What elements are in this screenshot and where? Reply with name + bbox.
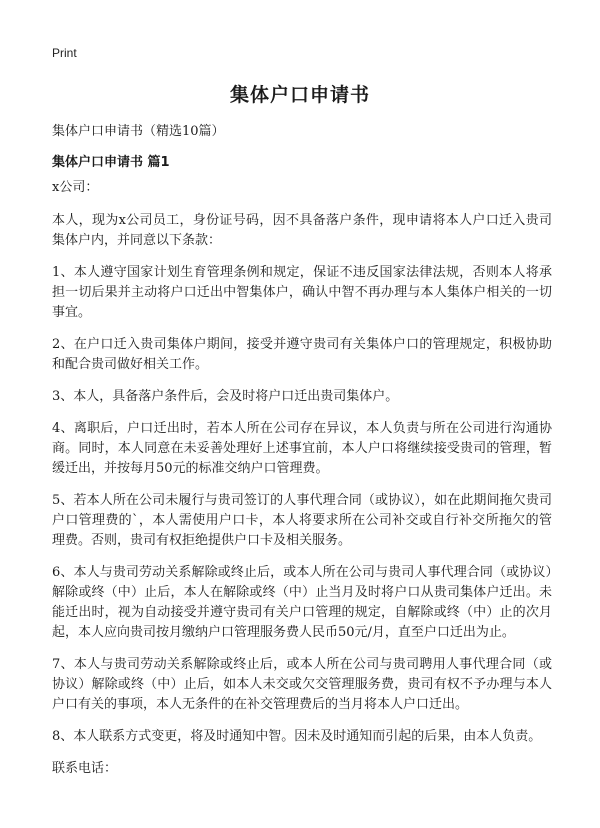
clause-paragraph: 3、本人，具备落户条件后，会及时将户口迁出贵司集体户。 [52, 389, 399, 404]
intro-paragraph: 本人，现为x公司员工，身份证号码，因不具备落户条件，现申请将本人户口迁入贵司集体户内，并同意以下条款： [52, 213, 552, 248]
document-body [52, 178, 552, 791]
contact-label: 联系电话： [52, 761, 118, 776]
clause-paragraph: 4、离职后，户口迁出时，若本人所在公司存在异议，本人负责与所在公司进行沟通协商。同时，本人同意在未妥善处理好上述事宜前，本人户口将继续接受贵司的管理，暂缓迁出，并按每月50元的标准交纳户口管理费。 [52, 421, 552, 476]
clause-paragraph: 6、本人与贵司劳动关系解除或终止后，或本人所在公司与贵司人事代理合同（或协议）解除或终（中）止后，本人在解除或终（中）止当月及时将户口从贵司集体户迁出。未能迁出时，视为自动接受并遵守贵司有关户口管理的规定，自解除或终（中）止的次月起，本人应向贵司按月缴纳户口管理服务费人民币50元/月，直至户口迁出为止。 [52, 565, 552, 640]
print-link[interactable]: Print [52, 46, 77, 60]
clause-paragraph: 5、若本人所在公司未履行与贵司签订的人事代理合同（或协议），如在此期间拖欠贵司户口管理费的`，本人需使用户口卡，本人将要求所在公司补交或自行补交所拖欠的管理费。否则，贵司有权拒绝提供户口卡及相关服务。 [52, 493, 552, 548]
section-heading: 集体户口申请书 篇1 [52, 155, 170, 170]
clause-paragraph: 7、本人与贵司劳动关系解除或终止后，或本人所在公司与贵司聘用人事代理合同（或协议）解除或终（中）止后，如本人未交或欠交管理服务费，贵司有权不予办理与本人户口有关的事项，本人无条件的在补交管理费后的当月将本人户口迁出。 [52, 657, 552, 712]
page-title: 集体户口申请书 [229, 84, 370, 106]
clause-paragraph: 1、本人遵守国家计划生育管理条例和规定，保证不违反国家法律法规，否则本人将承担一切后果并主动将户口迁出中智集体户，确认中智不再办理与本人集体户相关的一切事宜。 [52, 265, 552, 320]
document-subtitle: 集体户口申请书（精选10篇） [52, 124, 225, 139]
salutation: x公司： [52, 180, 99, 195]
clause-paragraph: 2、在户口迁入贵司集体户期间，接受并遵守贵司有关集体户口的管理规定，积极协助和配合贵司做好相关工作。 [52, 337, 552, 372]
clause-paragraph: 8、本人联系方式变更，将及时通知中智。因未及时通知而引起的后果，由本人负责。 [52, 729, 542, 744]
